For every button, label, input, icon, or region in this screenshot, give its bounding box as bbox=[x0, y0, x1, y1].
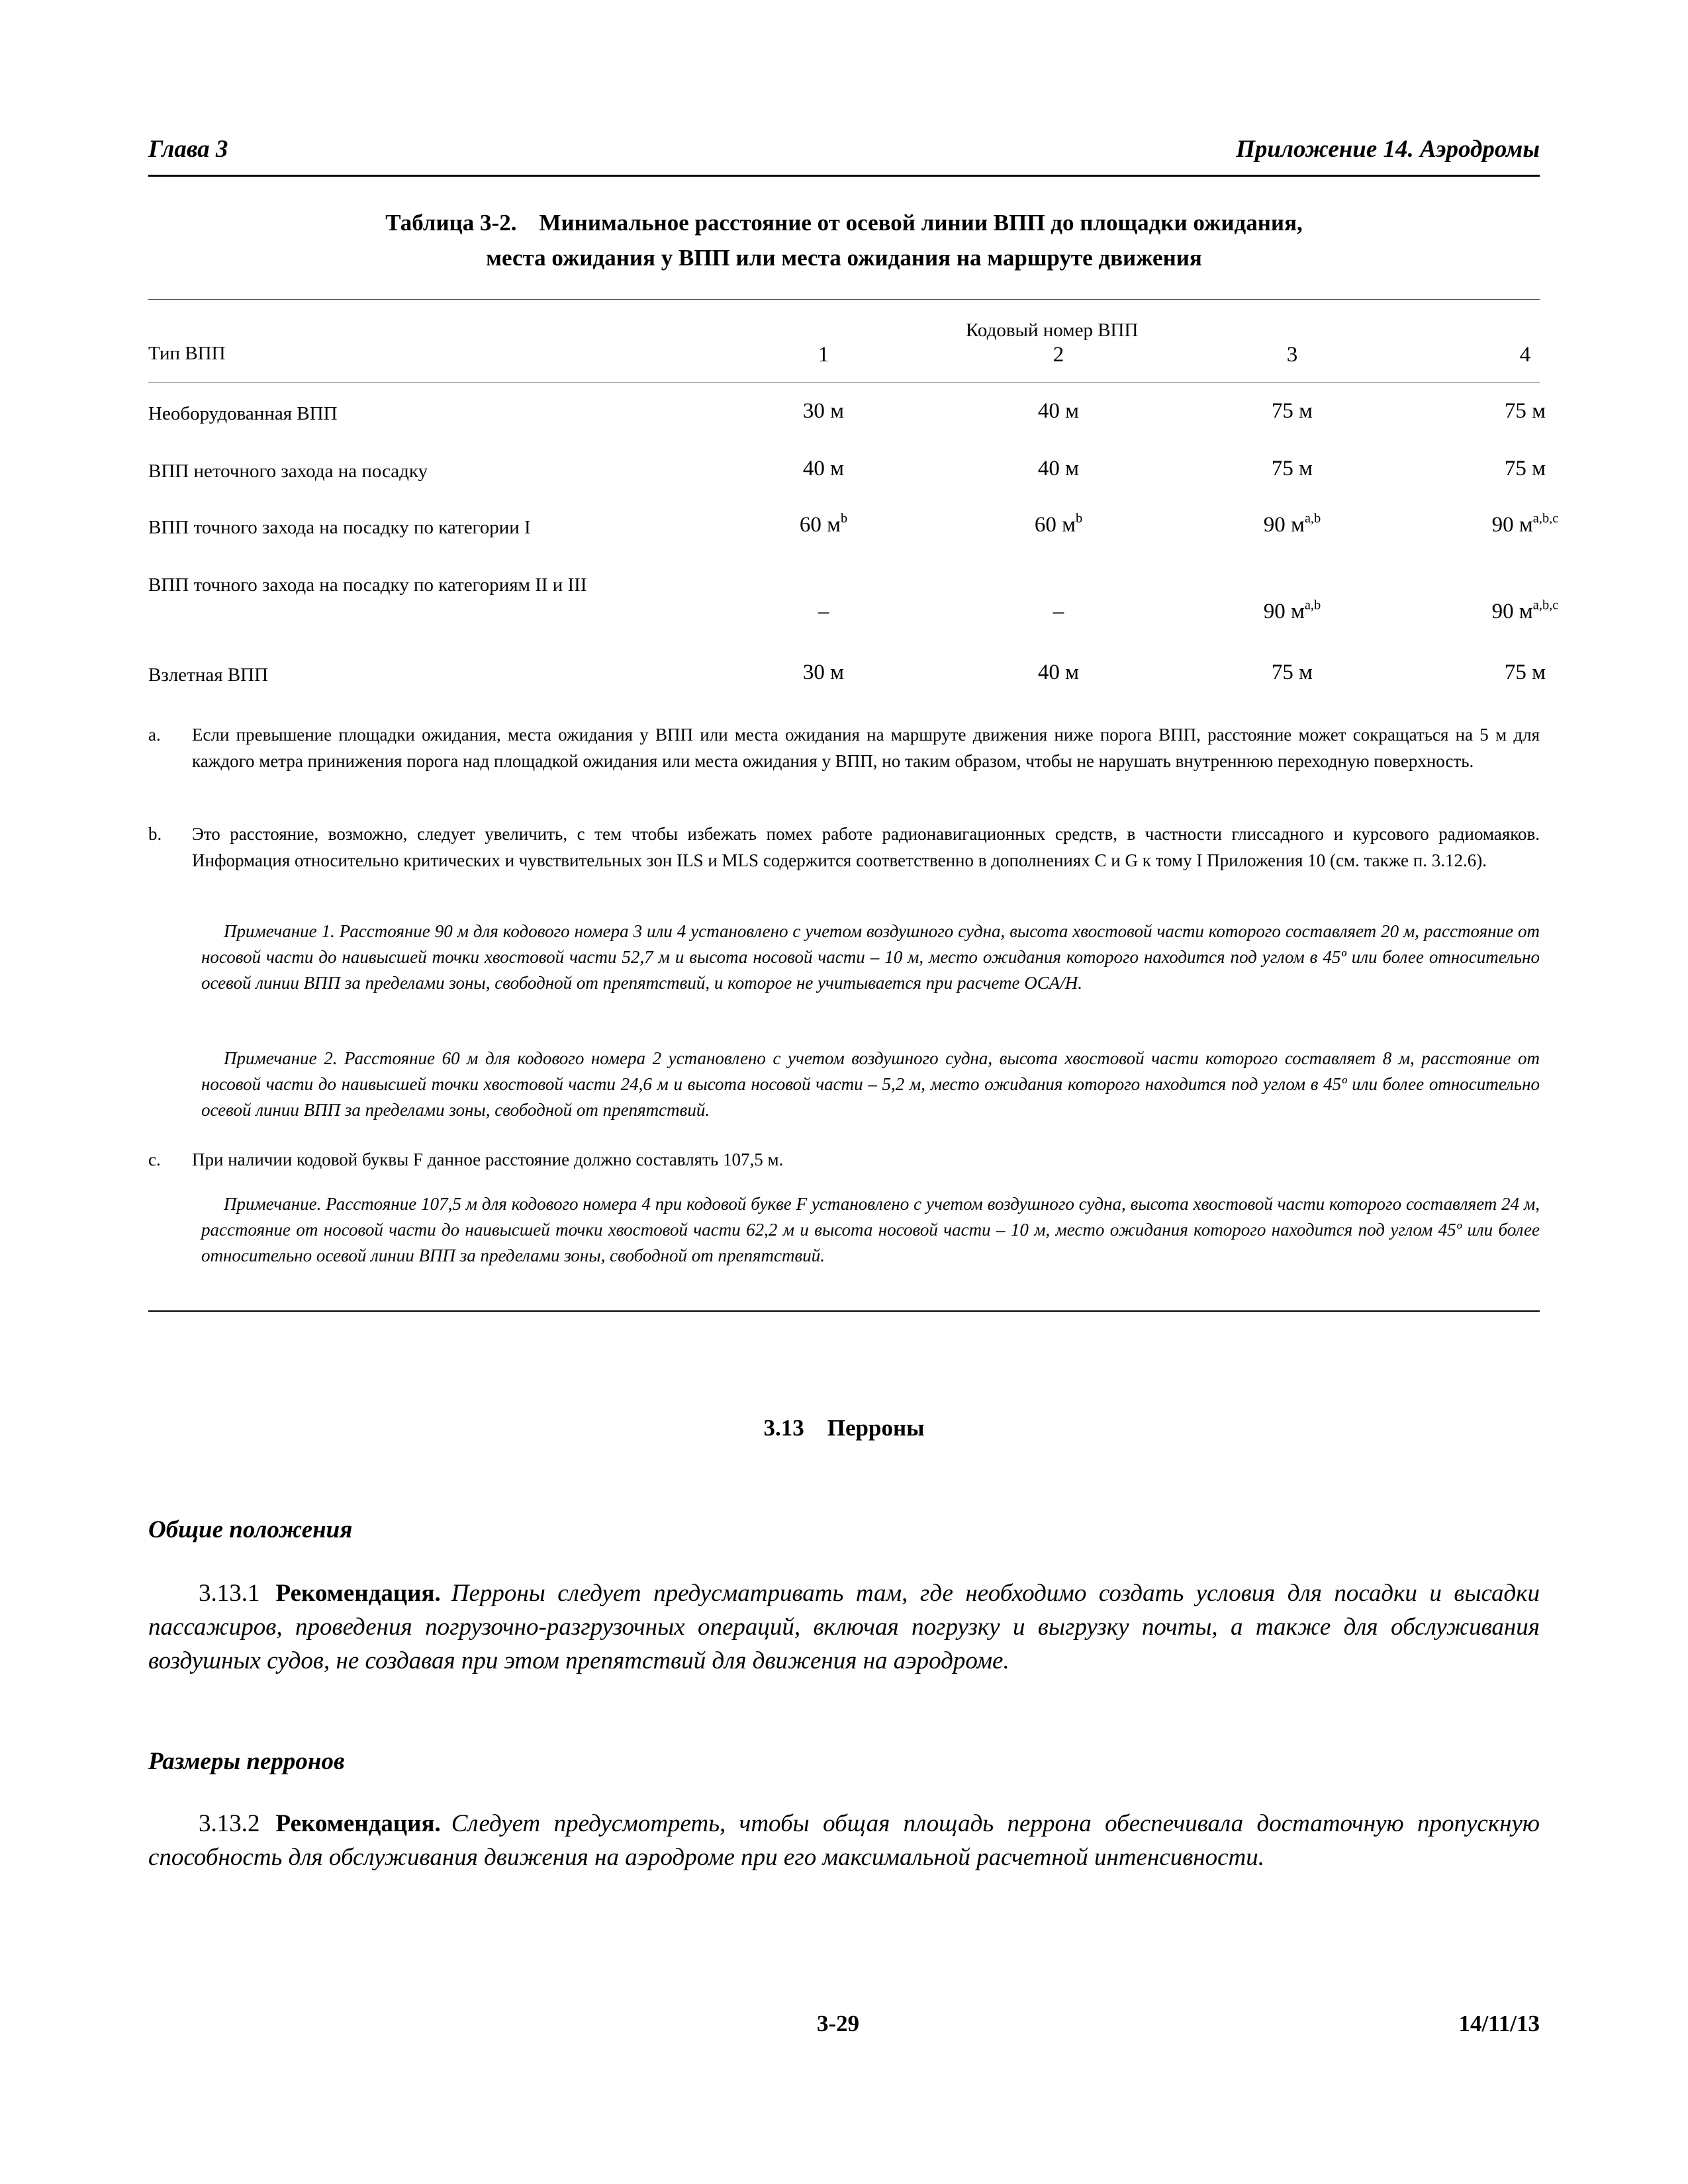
table-cell: 90 $м^{a,b}$ bbox=[1263, 598, 1321, 623]
table-bottom-rule bbox=[148, 1310, 1540, 1312]
table-cell: – bbox=[1053, 600, 1064, 623]
table-title-line2: места ожидания у ВПП или места ожидания на маршруте движения bbox=[486, 245, 1202, 271]
table-cell: 60 $м^b$ bbox=[1034, 511, 1083, 537]
page-number: 3-29 bbox=[817, 2011, 860, 2036]
footnote-b bbox=[148, 821, 1540, 874]
running-header bbox=[148, 132, 1540, 177]
paragraph-text: Перроны следует предусматривать там, где необходимо создать условия для посадки и высадки пассажиров, проведения погрузочно-разгрузочных операций, включая погрузку и выгрузку почты, а также для обслуживания воздушных судов, не создавая при этом препятствий для движения на аэродроме. bbox=[148, 1580, 1540, 1674]
table-cell: 40 м bbox=[1037, 399, 1080, 423]
code-number-3: 3 bbox=[1286, 343, 1298, 367]
footnote-text: При наличии кодовой буквы F данное расстояние должно составлять 107,5 м. bbox=[192, 1150, 784, 1169]
footnote-text: Это расстояние, возможно, следует увеличить, с тем чтобы избежать помех работе радионавигационных средств, в частности глиссадного и курсового радиомаяков. Информация относительно критических и чувствительных зон ILS и MLS содержится соответственно в дополнениях C и G к тому I Приложения 10 (см. также п. 3.12.6). bbox=[192, 824, 1540, 870]
note-1: Примечание 1. Расстояние 90 м для кодового номера 3 или 4 установлено с учетом воздушного судна, высота хвостовой части которого составляет 20 м, расстояние от носовой части до наивысшей точки хвостовой части 52,7 м и высота носовой части – 10 м, место ожидания которого находится под углом в 45º или более относительно осевой линии ВПП за пределами зоны, свободной от препятствий, и которое не учитывается при расчете OCA/H. bbox=[201, 921, 1540, 993]
document-page bbox=[148, 0, 1559, 2184]
recommendation-label: Рекомендация. bbox=[275, 1810, 441, 1837]
code-number-4: 4 bbox=[1519, 343, 1531, 367]
footnote-label: a. bbox=[148, 725, 161, 745]
row-type-takeoff: Взлетная ВПП bbox=[148, 664, 269, 686]
table-cell: 75 м bbox=[1504, 660, 1546, 684]
table-cell: 40 м bbox=[1037, 660, 1080, 684]
subheading-general: Общие положения bbox=[148, 1516, 353, 1543]
table-cell: 75 м bbox=[1271, 399, 1313, 423]
footnote-text: Если превышение площадки ожидания, места ожидания у ВПП или места ожидания на маршруте движения ниже порога ВПП, расстояние может сокращаться на 5 м для каждого метра принижения порога над площадкой ожидания или места ожидания у ВПП, но таким образом, чтобы не нарушать внутреннюю переходную поверхность. bbox=[192, 725, 1540, 771]
table-cell: – bbox=[818, 600, 829, 623]
footnote-label: c. bbox=[148, 1150, 161, 1169]
paragraph-3-13-2 bbox=[148, 1807, 1540, 1874]
revision-date: 14/11/13 bbox=[1458, 2011, 1540, 2036]
table-cell: 90 $м^{a,b,c}$ bbox=[1491, 598, 1559, 623]
table-cell: 30 м bbox=[802, 660, 845, 684]
table-cell: 75 м bbox=[1504, 399, 1546, 423]
table-top-rule bbox=[148, 299, 1540, 300]
code-number-2: 2 bbox=[1053, 343, 1064, 367]
section-heading: 3.13 Перроны bbox=[763, 1415, 925, 1441]
header-chapter: Глава 3 bbox=[148, 136, 228, 163]
table-cell: 75 м bbox=[1271, 660, 1313, 684]
runway-type-header: Тип ВПП bbox=[148, 343, 226, 364]
table-caption bbox=[148, 205, 1540, 275]
code-number-group-header: Кодовый номер ВПП bbox=[966, 320, 1139, 341]
table-cell: 75 м bbox=[1504, 457, 1546, 480]
note-3: Примечание. Расстояние 107,5 м для кодового номера 4 при кодовой букве F установлено с учетом воздушного судна, высота хвостовой части которого составляет 24 м, расстояние от носовой части до наивысшей точки хвостовой части 62,2 м и высота носовой части – 10 м, место ожидания которого находится под углом 45º или более относительно осевой линии ВПП за пределами зоны, свободной от препятствий. bbox=[201, 1194, 1540, 1265]
paragraph-3-13-1 bbox=[148, 1576, 1540, 1678]
table-cell: 90 $м^{a,b,c}$ bbox=[1491, 511, 1559, 537]
paragraph-number: 3.13.2 bbox=[199, 1810, 260, 1837]
note-2: Примечание 2. Расстояние 60 м для кодового номера 2 установлено с учетом воздушного судна, высота хвостовой части которого составляет 8 м, расстояние от носовой части до наивысшей точки хвостовой части 24,6 м и высота носовой части – 5,2 м, место ожидания которого находится под углом в 45º или более относительно осевой линии ВПП за пределами зоны, свободной от препятствий. bbox=[201, 1048, 1540, 1120]
recommendation-label: Рекомендация. bbox=[275, 1580, 441, 1607]
header-annex: Приложение 14. Аэродромы bbox=[1236, 136, 1540, 163]
table-cell: 60 $м^b$ bbox=[799, 511, 848, 537]
table-title-line1: Минимальное расстояние от осевой линии ВПП до площадки ожидания, bbox=[539, 210, 1303, 236]
subheading-apron-size: Размеры перронов bbox=[148, 1748, 345, 1775]
table-cell: 75 м bbox=[1271, 457, 1313, 480]
table-cell: 90 $м^{a,b}$ bbox=[1263, 511, 1321, 537]
row-type-precision-cat2-3: ВПП точного захода на посадку по категориям II и III bbox=[148, 574, 587, 596]
table-number: Таблица 3-2. bbox=[385, 210, 517, 236]
table-cell: 30 м bbox=[802, 399, 845, 423]
paragraph-number: 3.13.1 bbox=[199, 1580, 260, 1607]
row-type-unequipped: Необорудованная ВПП bbox=[148, 403, 338, 424]
footnote-a bbox=[148, 721, 1540, 774]
paragraph-text: Следует предусмотреть, чтобы общая площадь перрона обеспечивала достаточную пропускную способность для обслуживания движения на аэродроме при его максимальной расчетной интенсивности. bbox=[148, 1810, 1540, 1871]
row-type-precision-cat1: ВПП точного захода на посадку по категории I bbox=[148, 517, 531, 538]
footnote-c bbox=[148, 1146, 1540, 1173]
footnote-label: b. bbox=[148, 824, 162, 844]
code-number-1: 1 bbox=[818, 343, 829, 367]
row-type-nonprecision: ВПП неточного захода на посадку bbox=[148, 461, 428, 482]
table-cell: 40 м bbox=[1037, 457, 1080, 480]
table-cell: 40 м bbox=[802, 457, 845, 480]
